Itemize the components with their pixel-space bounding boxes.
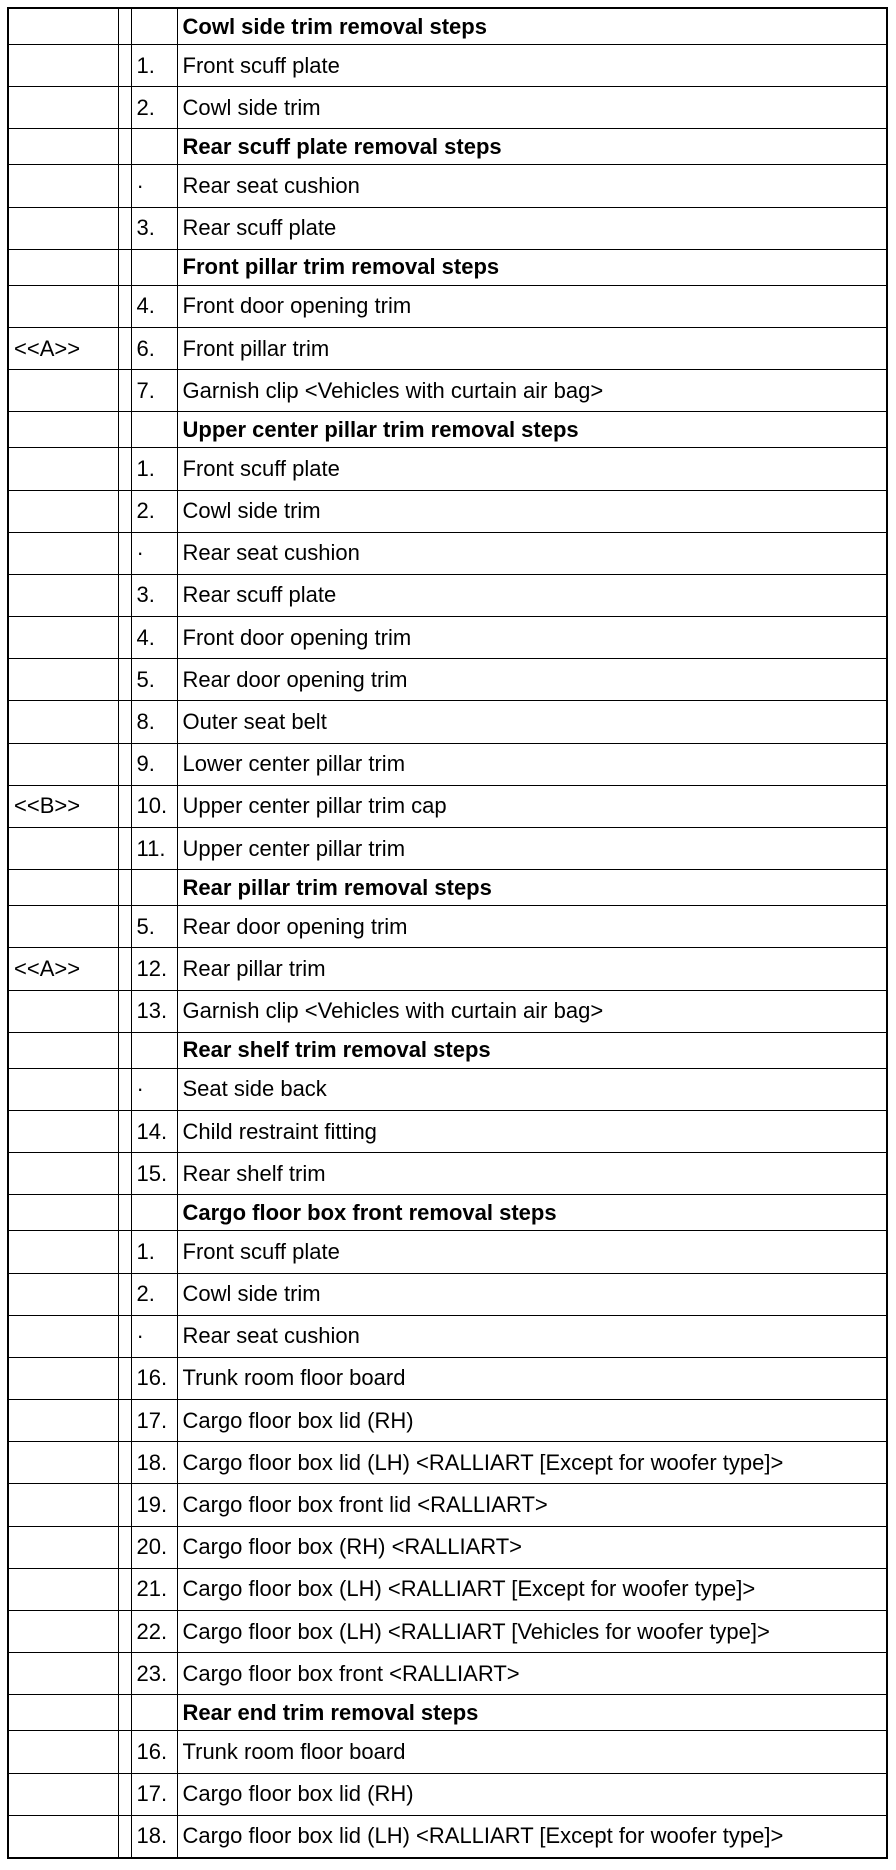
column-divider	[118, 207, 131, 249]
reference-mark	[8, 906, 118, 948]
section-heading: Rear pillar trim removal steps	[177, 870, 887, 906]
step-number: 16.	[131, 1357, 177, 1399]
column-divider	[118, 285, 131, 327]
step-row	[8, 906, 887, 948]
step-text: Rear scuff plate	[177, 574, 887, 616]
reference-mark	[8, 743, 118, 785]
column-divider	[118, 249, 131, 285]
step-text: Seat side back	[177, 1068, 887, 1110]
step-text: Cowl side trim	[177, 1273, 887, 1315]
step-row	[8, 327, 887, 369]
step-number: ·	[131, 1068, 177, 1110]
reference-mark	[8, 828, 118, 870]
step-text: Cargo floor box lid (RH)	[177, 1773, 887, 1815]
step-row	[8, 1110, 887, 1152]
step-row	[8, 532, 887, 574]
step-text: Front scuff plate	[177, 45, 887, 87]
column-divider	[118, 1442, 131, 1484]
step-row	[8, 785, 887, 827]
step-row	[8, 87, 887, 129]
column-divider	[118, 1195, 131, 1231]
column-divider	[118, 370, 131, 412]
step-text: Rear door opening trim	[177, 659, 887, 701]
step-text: Rear shelf trim	[177, 1153, 887, 1195]
step-number: 14.	[131, 1110, 177, 1152]
column-divider	[118, 8, 131, 45]
reference-mark	[8, 1400, 118, 1442]
reference-mark	[8, 532, 118, 574]
step-text: Cowl side trim	[177, 490, 887, 532]
reference-mark	[8, 990, 118, 1032]
reference-mark	[8, 1153, 118, 1195]
step-row	[8, 1315, 887, 1357]
step-text: Outer seat belt	[177, 701, 887, 743]
step-row	[8, 617, 887, 659]
column-divider	[118, 1231, 131, 1273]
column-divider	[118, 412, 131, 448]
step-row	[8, 448, 887, 490]
step-number: 8.	[131, 701, 177, 743]
step-row	[8, 1731, 887, 1773]
column-divider	[118, 1731, 131, 1773]
step-text: Front scuff plate	[177, 1231, 887, 1273]
reference-mark	[8, 1611, 118, 1653]
reference-mark	[8, 490, 118, 532]
step-row	[8, 1611, 887, 1653]
reference-mark	[8, 1568, 118, 1610]
reference-mark	[8, 129, 118, 165]
step-text: Rear seat cushion	[177, 1315, 887, 1357]
reference-mark	[8, 1315, 118, 1357]
step-text: Trunk room floor board	[177, 1357, 887, 1399]
section-heading: Rear end trim removal steps	[177, 1695, 887, 1731]
step-row	[8, 370, 887, 412]
step-number: 19.	[131, 1484, 177, 1526]
step-row	[8, 1653, 887, 1695]
step-text: Upper center pillar trim cap	[177, 785, 887, 827]
reference-mark	[8, 412, 118, 448]
step-text: Child restraint fitting	[177, 1110, 887, 1152]
column-divider	[118, 659, 131, 701]
step-row	[8, 948, 887, 990]
column-divider	[118, 532, 131, 574]
step-row	[8, 1773, 887, 1815]
section-heading: Rear scuff plate removal steps	[177, 129, 887, 165]
column-divider	[118, 743, 131, 785]
column-divider	[118, 1357, 131, 1399]
reference-mark: <<A>>	[8, 948, 118, 990]
step-text: Cowl side trim	[177, 87, 887, 129]
reference-mark	[8, 249, 118, 285]
removal-steps-body	[8, 8, 887, 1858]
step-number	[131, 8, 177, 45]
step-number	[131, 249, 177, 285]
step-row	[8, 574, 887, 616]
step-text: Lower center pillar trim	[177, 743, 887, 785]
column-divider	[118, 617, 131, 659]
section-heading-row	[8, 8, 887, 45]
step-text: Rear pillar trim	[177, 948, 887, 990]
step-row	[8, 1153, 887, 1195]
column-divider	[118, 45, 131, 87]
step-number: 17.	[131, 1773, 177, 1815]
step-number: 1.	[131, 1231, 177, 1273]
step-row	[8, 1815, 887, 1858]
reference-mark	[8, 1357, 118, 1399]
step-text: Cargo floor box (LH) <RALLIART [Except for woofer type]>	[177, 1568, 887, 1610]
step-row	[8, 701, 887, 743]
reference-mark	[8, 1195, 118, 1231]
step-row	[8, 1400, 887, 1442]
step-text: Cargo floor box (LH) <RALLIART [Vehicles for woofer type]>	[177, 1611, 887, 1653]
reference-mark	[8, 1731, 118, 1773]
reference-mark	[8, 1653, 118, 1695]
step-row	[8, 1273, 887, 1315]
column-divider	[118, 1068, 131, 1110]
column-divider	[118, 574, 131, 616]
step-number: ·	[131, 165, 177, 207]
step-number: 2.	[131, 87, 177, 129]
section-heading-row	[8, 412, 887, 448]
section-heading-row	[8, 1195, 887, 1231]
step-row	[8, 828, 887, 870]
reference-mark	[8, 701, 118, 743]
column-divider	[118, 870, 131, 906]
step-text: Front pillar trim	[177, 327, 887, 369]
column-divider	[118, 165, 131, 207]
column-divider	[118, 1773, 131, 1815]
section-heading-row	[8, 870, 887, 906]
section-heading: Rear shelf trim removal steps	[177, 1032, 887, 1068]
step-number: 23.	[131, 1653, 177, 1695]
column-divider	[118, 448, 131, 490]
reference-mark	[8, 1815, 118, 1858]
reference-mark	[8, 617, 118, 659]
section-heading-row	[8, 249, 887, 285]
removal-steps-table	[7, 7, 888, 1859]
step-number: 21.	[131, 1568, 177, 1610]
step-row	[8, 1442, 887, 1484]
step-text: Trunk room floor board	[177, 1731, 887, 1773]
column-divider	[118, 327, 131, 369]
reference-mark	[8, 165, 118, 207]
reference-mark: <<A>>	[8, 327, 118, 369]
reference-mark	[8, 448, 118, 490]
step-text: Rear seat cushion	[177, 165, 887, 207]
step-row	[8, 490, 887, 532]
reference-mark	[8, 285, 118, 327]
reference-mark	[8, 1032, 118, 1068]
step-number	[131, 412, 177, 448]
step-number: 4.	[131, 617, 177, 659]
reference-mark	[8, 370, 118, 412]
section-heading-row	[8, 129, 887, 165]
step-row	[8, 1526, 887, 1568]
step-row	[8, 285, 887, 327]
reference-mark	[8, 45, 118, 87]
step-number: 22.	[131, 1611, 177, 1653]
column-divider	[118, 490, 131, 532]
reference-mark	[8, 1695, 118, 1731]
column-divider	[118, 906, 131, 948]
step-text: Rear seat cushion	[177, 532, 887, 574]
step-text: Cargo floor box lid (LH) <RALLIART [Except for woofer type]>	[177, 1442, 887, 1484]
step-row	[8, 743, 887, 785]
step-number: 4.	[131, 285, 177, 327]
section-heading-row	[8, 1695, 887, 1731]
column-divider	[118, 129, 131, 165]
step-number: 13.	[131, 990, 177, 1032]
reference-mark	[8, 207, 118, 249]
column-divider	[118, 1153, 131, 1195]
reference-mark	[8, 1484, 118, 1526]
step-number: 1.	[131, 448, 177, 490]
step-text: Front door opening trim	[177, 617, 887, 659]
column-divider	[118, 1110, 131, 1152]
reference-mark	[8, 574, 118, 616]
reference-mark	[8, 1273, 118, 1315]
column-divider	[118, 785, 131, 827]
column-divider	[118, 1315, 131, 1357]
step-text: Upper center pillar trim	[177, 828, 887, 870]
step-number: 5.	[131, 906, 177, 948]
step-number: 6.	[131, 327, 177, 369]
step-text: Rear scuff plate	[177, 207, 887, 249]
column-divider	[118, 1653, 131, 1695]
step-number: 16.	[131, 1731, 177, 1773]
step-row	[8, 207, 887, 249]
column-divider	[118, 948, 131, 990]
reference-mark	[8, 1068, 118, 1110]
section-heading: Front pillar trim removal steps	[177, 249, 887, 285]
step-number: 12.	[131, 948, 177, 990]
step-row	[8, 990, 887, 1032]
step-number: 20.	[131, 1526, 177, 1568]
step-text: Cargo floor box lid (LH) <RALLIART [Except for woofer type]>	[177, 1815, 887, 1858]
step-number: 18.	[131, 1815, 177, 1858]
column-divider	[118, 1568, 131, 1610]
step-text: Cargo floor box front <RALLIART>	[177, 1653, 887, 1695]
reference-mark	[8, 1231, 118, 1273]
section-heading: Cowl side trim removal steps	[177, 8, 887, 45]
column-divider	[118, 1695, 131, 1731]
step-number: 1.	[131, 45, 177, 87]
column-divider	[118, 1400, 131, 1442]
step-number: 11.	[131, 828, 177, 870]
column-divider	[118, 1526, 131, 1568]
step-number	[131, 129, 177, 165]
step-row	[8, 45, 887, 87]
step-text: Garnish clip <Vehicles with curtain air bag>	[177, 370, 887, 412]
section-heading-row	[8, 1032, 887, 1068]
step-row	[8, 1068, 887, 1110]
reference-mark	[8, 1442, 118, 1484]
step-number	[131, 1032, 177, 1068]
step-row	[8, 1568, 887, 1610]
column-divider	[118, 1273, 131, 1315]
reference-mark	[8, 8, 118, 45]
step-number	[131, 1195, 177, 1231]
step-text: Front scuff plate	[177, 448, 887, 490]
reference-mark	[8, 659, 118, 701]
step-number: 3.	[131, 207, 177, 249]
column-divider	[118, 1815, 131, 1858]
column-divider	[118, 701, 131, 743]
step-row	[8, 659, 887, 701]
step-text: Cargo floor box lid (RH)	[177, 1400, 887, 1442]
reference-mark	[8, 870, 118, 906]
step-text: Cargo floor box (RH) <RALLIART>	[177, 1526, 887, 1568]
step-number: ·	[131, 532, 177, 574]
reference-mark	[8, 1110, 118, 1152]
reference-mark	[8, 87, 118, 129]
step-row	[8, 1484, 887, 1526]
step-number	[131, 1695, 177, 1731]
step-number: 18.	[131, 1442, 177, 1484]
section-heading: Cargo floor box front removal steps	[177, 1195, 887, 1231]
step-number: 17.	[131, 1400, 177, 1442]
section-heading: Upper center pillar trim removal steps	[177, 412, 887, 448]
step-number: 2.	[131, 1273, 177, 1315]
column-divider	[118, 1032, 131, 1068]
step-text: Rear door opening trim	[177, 906, 887, 948]
step-number: ·	[131, 1315, 177, 1357]
step-text: Cargo floor box front lid <RALLIART>	[177, 1484, 887, 1526]
step-number: 5.	[131, 659, 177, 701]
reference-mark: <<B>>	[8, 785, 118, 827]
reference-mark	[8, 1773, 118, 1815]
step-row	[8, 1357, 887, 1399]
column-divider	[118, 1484, 131, 1526]
step-number	[131, 870, 177, 906]
step-row	[8, 1231, 887, 1273]
step-number: 2.	[131, 490, 177, 532]
step-row	[8, 165, 887, 207]
column-divider	[118, 1611, 131, 1653]
step-text: Front door opening trim	[177, 285, 887, 327]
column-divider	[118, 87, 131, 129]
step-text: Garnish clip <Vehicles with curtain air bag>	[177, 990, 887, 1032]
reference-mark	[8, 1526, 118, 1568]
step-number: 9.	[131, 743, 177, 785]
step-number: 7.	[131, 370, 177, 412]
step-number: 15.	[131, 1153, 177, 1195]
column-divider	[118, 828, 131, 870]
column-divider	[118, 990, 131, 1032]
step-number: 10.	[131, 785, 177, 827]
step-number: 3.	[131, 574, 177, 616]
